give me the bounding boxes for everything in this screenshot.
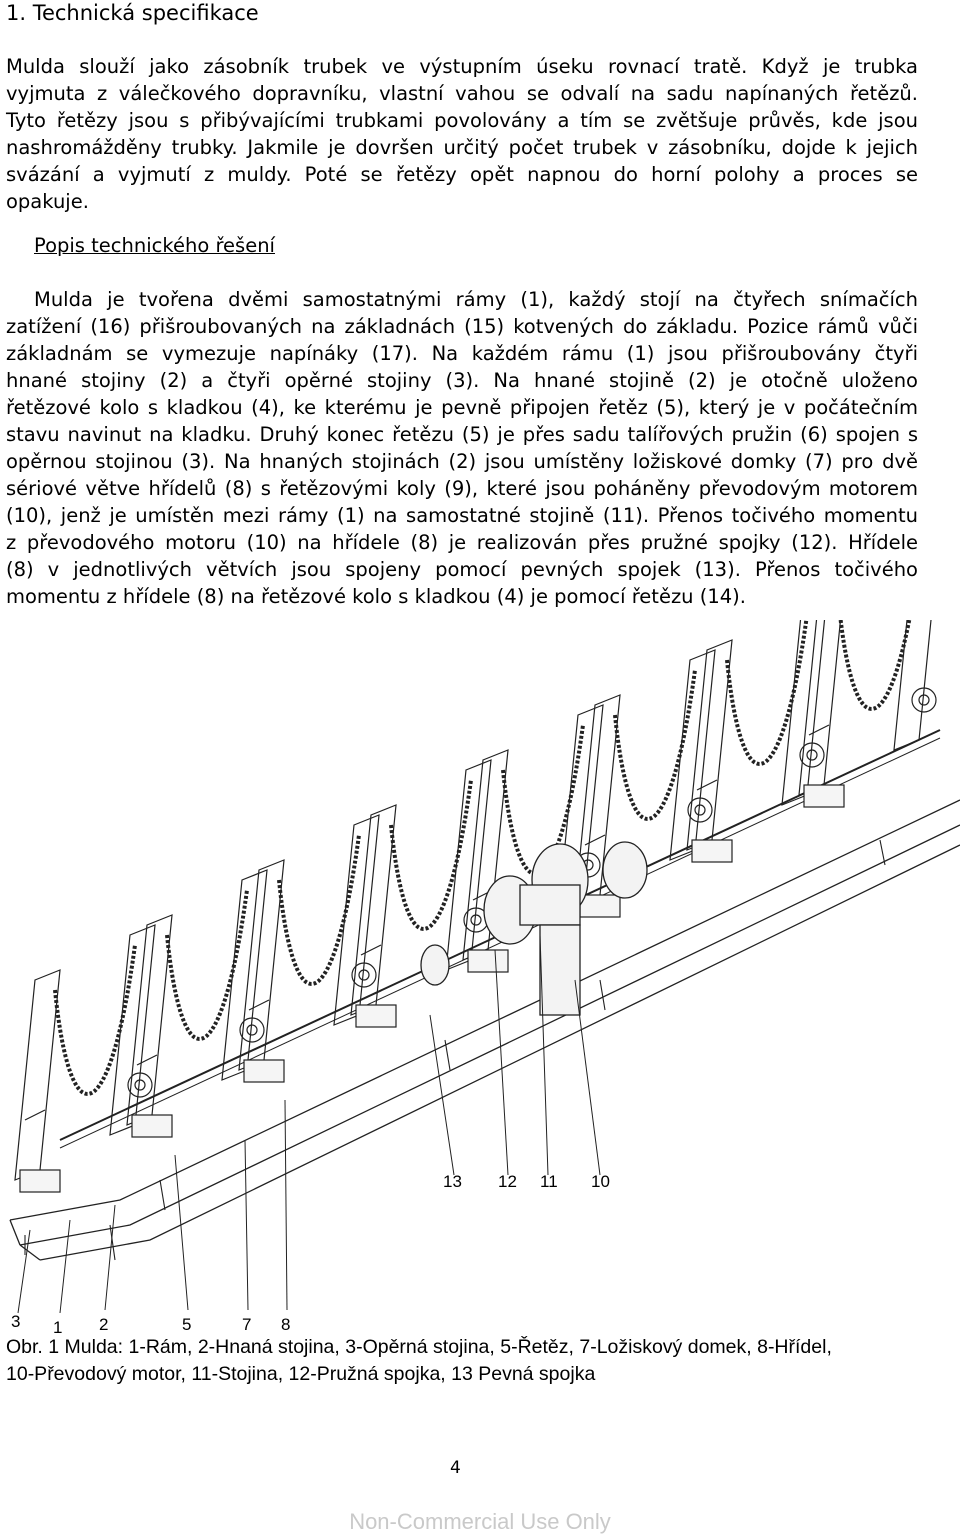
text-line: opěrnou stojinou (3). Na hnaných stojinách (2) jsou umístěny ložiskové domky (7) pro dvě xyxy=(6,450,918,473)
text-line: zatížení (16) přišroubovaných na základnách (15) kotvených do základu. Pozice rámů vůči xyxy=(6,315,918,338)
mulda-drawing xyxy=(0,620,960,1335)
callout-label: 12 xyxy=(498,1172,517,1191)
callout-label: 3 xyxy=(11,1312,21,1331)
text-line: Tyto řetězy jsou s přibývajícími trubkami povolovány a tím se zvětšuje průvěs, kde jsou xyxy=(6,109,918,132)
text-line: sériové větve hřídelů (8) s řetězovými koly (9), které jsou poháněny převodovým motorem xyxy=(6,477,918,500)
stand-unit xyxy=(687,620,827,862)
text-line: hnané stojiny (2) a čtyři opěrné stojiny (3). Na hnané stojině (2) je otočně uloženo xyxy=(6,369,918,392)
subheading: Popis technického řešení xyxy=(34,234,275,257)
callout-label: 7 xyxy=(242,1315,252,1334)
text-line: Mulda slouží jako zásobník trubek ve výstupním úseku rovnací tratě. Když je trubka xyxy=(6,55,918,78)
callout-label: 10 xyxy=(591,1172,610,1191)
text-line: (8) v jednotlivých větvích jsou spojeny pomocí pevných spojek (13). Přenos točivého xyxy=(6,558,918,581)
text-line: Mulda je tvořena dvěmi samostatnými rámy (1), každý stojí na čtyřech snímačích xyxy=(34,288,918,311)
callout-label: 11 xyxy=(540,1172,558,1191)
text-line: nashromážděny trubky. Jakmile je dovršen určitý počet trubek v zásobníku, dojde k jejich xyxy=(6,136,918,159)
text-line: z převodového motoru (10) na hřídele (8) je realizován přes pružné spojky (12). Hřídele xyxy=(6,531,918,554)
callout-label: 2 xyxy=(99,1315,109,1334)
figure-caption-line: 10-Převodový motor, 11-Stojina, 12-Pružná spojka, 13 Pevná spojka xyxy=(6,1363,596,1385)
figure-caption-line: Obr. 1 Mulda: 1-Rám, 2-Hnaná stojina, 3-Opěrná stojina, 5-Řetěz, 7-Ložiskový domek, 8-Hřídel, xyxy=(6,1336,832,1358)
callout-label: 13 xyxy=(443,1172,462,1191)
stand-unit xyxy=(799,620,939,807)
text-line: (10), jenž je umístěn mezi rámy (1) na samostatné stojině (11). Přenos točivého momentu xyxy=(6,504,918,527)
text-line: momentu z hřídele (8) na řetězové kolo s kladkou (4) je pomocí řetězu (14). xyxy=(6,585,746,608)
page-number: 4 xyxy=(450,1458,461,1478)
section-heading: 1. Technická specifikace xyxy=(6,1,259,25)
callout-label: 5 xyxy=(182,1315,192,1334)
text-line: řetězové kolo s kladkou (4), ke kterému je pevně připojen řetěz (5), který je v počátečním xyxy=(6,396,918,419)
text-line: základnám se vymezuje napínáky (17). Na každém rámu (1) jsou přišroubovány čtyři xyxy=(6,342,918,365)
watermark-footer: Non-Commercial Use Only xyxy=(349,1509,611,1534)
text-line: vyjmuta z válečkového dopravníku, vlastní vahou se odvalí na sadu napínaných řetězů. xyxy=(6,82,918,105)
text-line: svázání a vyjmutí z muldy. Poté se řetězy opět napnou do horní polohy a proces se xyxy=(6,163,918,186)
callout-label: 1 xyxy=(53,1318,63,1337)
text-line: opakuje. xyxy=(6,190,89,213)
callout-label: 8 xyxy=(281,1315,291,1334)
text-line: stavu navinut na kladku. Druhý konec řetězu (5) je přes sadu talířových pružin (6) spojen s xyxy=(6,423,918,446)
